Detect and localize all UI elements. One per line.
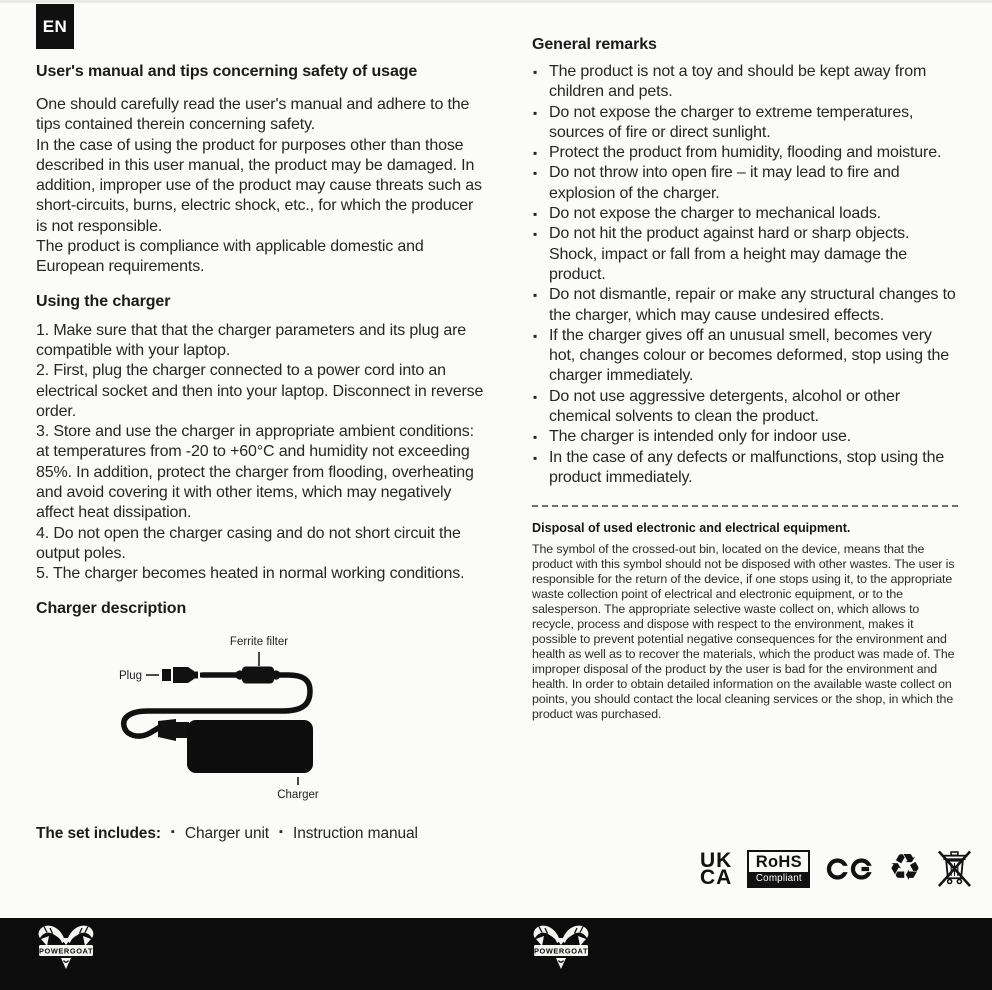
set-includes-row bbox=[36, 825, 486, 843]
safety-paragraph: One should carefully read the user's manual and adhere to the tips contained therein concerning safety. bbox=[36, 96, 470, 134]
set-includes-item: ▪ Instruction manual bbox=[279, 825, 418, 843]
powergoat-logo bbox=[531, 923, 591, 975]
remark-item: ▪ Do not use aggressive detergents, alcohol or other chemical solvents to clean the product. bbox=[532, 387, 960, 428]
remark-item: ▪ Do not hit the product against hard or sharp objects. Shock, impact or fall from a height may damage the product. bbox=[532, 224, 960, 285]
remark-item: ▪ Do not throw into open fire – it may lead to fire and explosion of the charger. bbox=[532, 163, 960, 204]
rohs-badge bbox=[747, 850, 810, 888]
scan-edge-shadow bbox=[0, 0, 992, 3]
description-section-title: Charger description bbox=[36, 599, 187, 617]
powergoat-logo-text: POWERGOAT bbox=[38, 946, 94, 956]
powergoat-logo bbox=[36, 923, 96, 975]
remarks-list bbox=[532, 62, 960, 488]
disposal-body-text: The symbol of the crossed-out bin, located on the device, means that the product with this symbol should not be disposed with other wastes. The user is responsible for the return of the device, if one stops using it, to the appropriate waste collection point of electrical and electronic equipment, or to the salesperson. The appropriate selective waste collect on, which allows to recycle, process and dispose with respect to the environment, makes it possible to prevent potential negative consequences for the environment and health as well as to recover the materials, which the product was made of. The improper disposal of the product by the user is bad for the environment and health. In order to obtain detailed information on the available waste collect on points, you should contact the local cleaning services or the shop, in which the product was purchased. bbox=[532, 542, 955, 722]
dc-connector-shape bbox=[158, 719, 176, 741]
remark-item: ▪ In the case of any defects or malfunctions, stop using the product immediately. bbox=[532, 448, 960, 489]
remark-item: ▪ Do not expose the charger to extreme temperatures, sources of fire or direct sunlight. bbox=[532, 103, 960, 144]
remark-item: ▪ The charger is intended only for indoor use. bbox=[532, 427, 960, 447]
charger-body-shape bbox=[187, 720, 313, 773]
using-step: 2. First, plug the charger connected to a power cord into an electrical socket and then into your laptop. Disconnect in reverse order. bbox=[36, 362, 484, 420]
footer-bar bbox=[0, 918, 992, 990]
safety-paragraph: In the case of using the product for purposes other than those described in this user manual, the product may be damaged. In addition, improper use of the product may cause threats such as short-circuits, burns, electric shock, etc., for which the producer is not responsible. bbox=[36, 136, 482, 235]
left-column bbox=[36, 62, 486, 843]
charger-label: Charger bbox=[277, 788, 319, 801]
ukca-line1: UK bbox=[700, 848, 733, 872]
ukca-line2: CA bbox=[700, 866, 733, 889]
using-section-title: Using the charger bbox=[36, 292, 171, 310]
language-badge bbox=[36, 4, 74, 49]
weee-crossed-out-bin-icon bbox=[937, 849, 972, 890]
set-includes-item: ▪ Charger unit bbox=[171, 825, 269, 843]
language-badge-label: EN bbox=[42, 16, 68, 36]
ukca-mark bbox=[700, 848, 733, 889]
remark-item: ▪ If the charger gives off an unusual smell, becomes very hot, changes colour or becomes deformed, stop using the charger immediately. bbox=[532, 326, 960, 387]
remark-item: ▪ The product is not a toy and should be kept away from children and pets. bbox=[532, 62, 960, 103]
disposal-section-title: Disposal of used electronic and electrical equipment. bbox=[532, 521, 851, 536]
rohs-compliant-label: Compliant bbox=[749, 872, 808, 886]
recycling-symbol-icon: ♻ bbox=[888, 845, 922, 889]
using-step: 3. Store and use the charger in appropriate ambient conditions: at temperatures from -20 to +60°C and humidity not exceeding 85%. In addition, protect the charger from flooding, overheating and avoid covering it with other items, which may negatively affect heat dissipation. bbox=[36, 423, 474, 522]
dashed-separator bbox=[532, 505, 958, 507]
ferrite-filter-label: Ferrite filter bbox=[229, 635, 289, 648]
charger-diagram bbox=[36, 628, 476, 808]
using-step: 5. The charger becomes heated in normal working conditions. bbox=[36, 565, 465, 583]
plug-shape bbox=[162, 667, 203, 683]
plug-label: Plug bbox=[118, 669, 142, 682]
safety-section-title: User's manual and tips concerning safety of usage bbox=[36, 63, 418, 80]
remarks-section-title: General remarks bbox=[532, 36, 657, 53]
using-step: 1. Make sure that that the charger parameters and its plug are compatible with your laptop. bbox=[36, 321, 467, 359]
right-column bbox=[532, 36, 960, 722]
ce-mark-icon bbox=[825, 856, 873, 882]
safety-paragraph: The product is compliance with applicable domestic and European requirements. bbox=[36, 238, 424, 276]
certification-badges-row bbox=[700, 843, 972, 895]
ferrite-filter-shape bbox=[242, 666, 274, 683]
remark-item: ▪ Do not expose the charger to mechanical loads. bbox=[532, 204, 960, 224]
rohs-title: RoHS bbox=[755, 853, 802, 871]
powergoat-logo-text: POWERGOAT bbox=[533, 946, 589, 956]
remark-item: ▪ Do not dismantle, repair or make any structural changes to the charger, which may cause undesired effects. bbox=[532, 285, 960, 326]
remark-item: ▪ Protect the product from humidity, flooding and moisture. bbox=[532, 143, 960, 163]
using-step: 4. Do not open the charger casing and do not short circuit the output poles. bbox=[36, 524, 461, 562]
set-includes-label: The set includes: bbox=[36, 824, 161, 842]
